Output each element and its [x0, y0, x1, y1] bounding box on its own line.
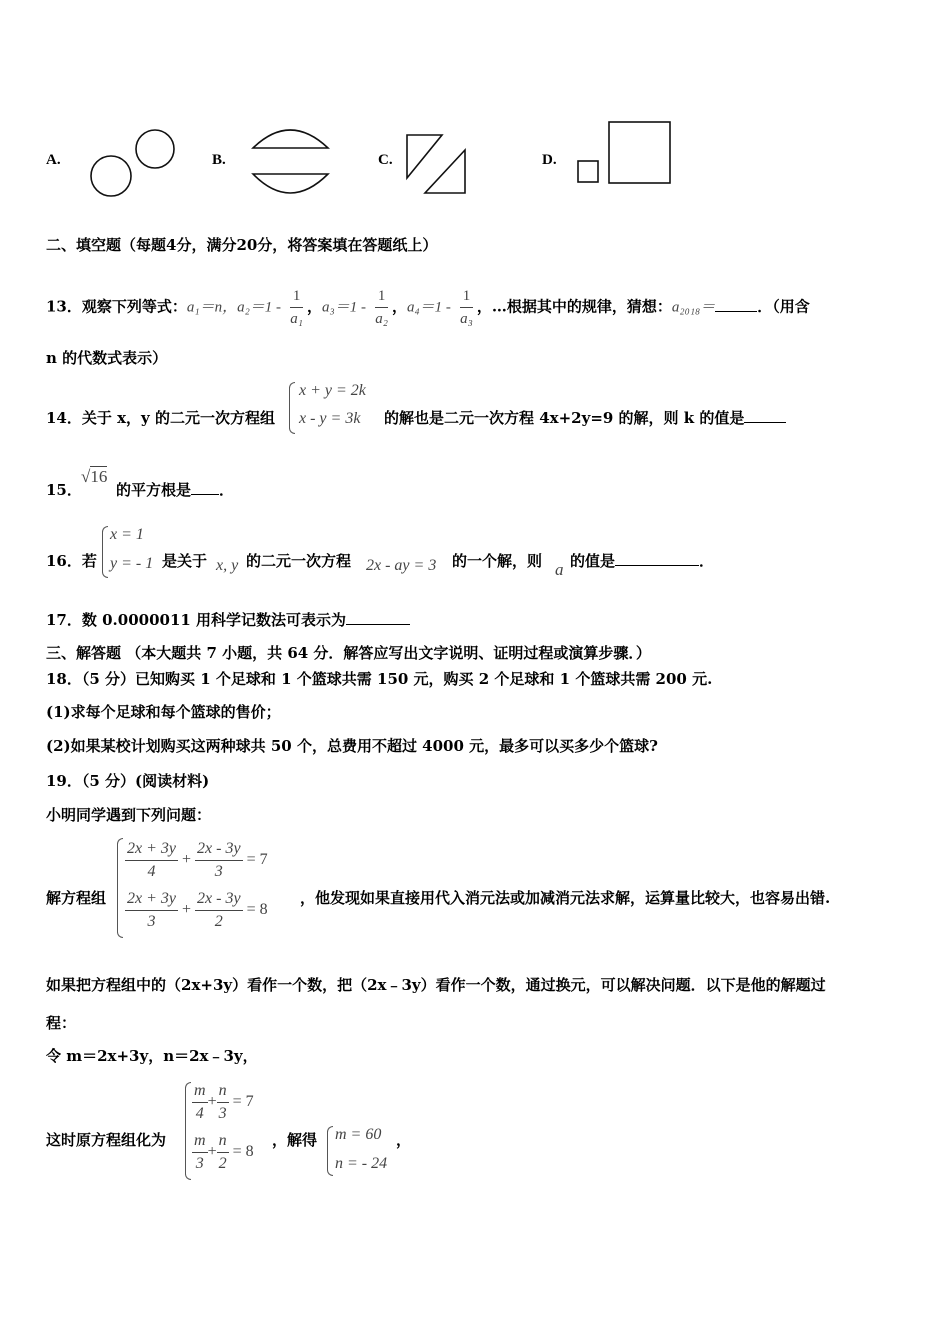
fraction [195, 888, 243, 933]
question-19-header: 19．（5 分）(阅读材料) [46, 772, 210, 790]
frac-numerator: 1 [460, 285, 473, 308]
frac-denominator: 3 [214, 863, 223, 880]
frac-numerator: 1 [375, 285, 388, 308]
q16-tail-text: 的值是 [570, 552, 616, 570]
frac-denominator: a₃ [460, 311, 473, 327]
fraction [217, 1080, 229, 1125]
equation-rhs: = 7 [232, 1093, 254, 1111]
solve-label: 解方程组 [46, 889, 107, 907]
q16-end: ． [699, 552, 715, 570]
question-15-num: 15． [46, 481, 82, 499]
fraction [125, 888, 178, 933]
section-3-title: 三、解答题 （本大题共 7 小题，共 64 分．解答应写出文字说明、证明过程或演算步骤．） [46, 644, 651, 662]
option-a-figure [85, 124, 185, 200]
q13-a4: a₄＝1 - [406, 299, 451, 316]
fraction [192, 1080, 208, 1125]
option-c-label: C. [378, 152, 393, 168]
plus-sign: + [207, 1143, 217, 1161]
q13-fraction-1 [290, 285, 303, 330]
fraction [192, 1130, 208, 1175]
lower-triangle [425, 150, 465, 193]
q16-mid-2: 的二元一次方程 [246, 552, 352, 570]
paragraph-line-2: 程： [46, 1014, 77, 1032]
q15-sqrt [81, 467, 107, 487]
q13-separator: ， [307, 297, 323, 316]
left-brace [327, 1126, 333, 1176]
upper-half-lens [253, 130, 328, 148]
system-equation-1 [125, 838, 268, 883]
answer-blank [346, 624, 410, 625]
frac-numerator: n [217, 1130, 229, 1153]
plus-sign: + [182, 901, 192, 919]
equation-rhs: = 7 [246, 851, 268, 869]
paragraph-line-1: 如果把方程组中的（2x+3y）看作一个数，把（2x﹣3y）看作一个数，通过换元，可以解决问题．以下是他的解题过 [46, 976, 826, 994]
question-14-lead: 14．关于 x，y 的二元一次方程组 [46, 409, 275, 427]
q16-var-a: a [555, 560, 564, 579]
q14-tail-text: 的解也是二元一次方程 4x+2y=9 的解，则 k 的值是 [384, 409, 745, 427]
solved-label: ，解得 [272, 1131, 318, 1149]
solve-comment: ，他发现如果直接用代入消元法或加减消元法求解，运算量比较大，也容易出错. [300, 889, 831, 907]
option-a-label: A. [46, 152, 61, 168]
plus-sign: + [182, 851, 192, 869]
frac-denominator: a₂ [375, 311, 388, 327]
system-equation-2 [125, 888, 268, 933]
sqrt-icon: √ [81, 467, 91, 486]
q16-vars: x, y [216, 557, 239, 574]
question-13-line-2: n 的代数式表示） [46, 349, 168, 367]
q13-a2018: a₂₀₁₈＝ [671, 299, 716, 316]
question-13 [46, 285, 810, 330]
fraction [125, 838, 178, 883]
frac-numerator: m [192, 1130, 208, 1153]
frac-denominator: 2 [218, 1155, 227, 1172]
frac-denominator: 4 [195, 1105, 204, 1122]
equation-rhs: = 8 [246, 901, 268, 919]
frac-numerator: 1 [290, 285, 303, 308]
q16-equation: 2x - ay = 3 [366, 557, 437, 574]
option-c-figure [403, 130, 473, 196]
section-2-title: 二、填空题（每题4分，满分20分，将答案填在答题纸上） [46, 236, 438, 254]
option-d-figure [574, 118, 676, 188]
small-square [578, 161, 598, 182]
left-brace [289, 382, 295, 434]
frac-denominator: 2 [214, 913, 223, 930]
n-value: n = - 24 [335, 1155, 388, 1172]
upper-triangle [407, 135, 442, 178]
frac-numerator: 2x + 3y [125, 888, 178, 911]
option-b-figure [248, 124, 334, 198]
frac-numerator: 2x - 3y [195, 888, 243, 911]
trailing-comma: ， [396, 1131, 412, 1149]
answer-blank [744, 422, 786, 423]
question-18: 18．（5 分）已知购买 1 个足球和 1 个篮球共需 150 元，购买 2 个足球和 1 个篮球共需 200 元. [46, 670, 713, 688]
q17-text: 17．数 0.0000011 用科学记数法可表示为 [46, 611, 347, 629]
question-18-part-1: (1)求每个足球和每个篮球的售价； [46, 703, 281, 721]
q16-equation-1: x = 1 [110, 526, 144, 543]
q13-a1: a₁＝n， [186, 299, 238, 316]
frac-numerator: 2x - 3y [195, 838, 243, 861]
q13-tail: ，…根据其中的规律，猜想： [476, 297, 672, 316]
transformed-equation-2 [192, 1130, 254, 1175]
q14-equation-1: x + y = 2k [299, 382, 366, 399]
q13-fraction-3 [460, 285, 473, 330]
frac-denominator: a₁ [290, 311, 304, 327]
q13-fraction-2 [375, 285, 388, 330]
q16-mid-1: 是关于 [162, 552, 208, 570]
question-19-intro: 小明同学遇到下列问题： [46, 806, 212, 824]
q16-mid-3: 的一个解，则 [452, 552, 543, 570]
answer-blank [615, 565, 699, 566]
fraction [195, 838, 243, 883]
large-square [609, 122, 670, 183]
question-18-part-2: (2)如果某校计划购买这两种球共 50 个，总费用不超过 4000 元，最多可以买多少个篮球? [46, 737, 658, 755]
small-circle-right [136, 130, 174, 168]
equation-rhs: = 8 [232, 1143, 254, 1161]
q13-a3: a₃＝1 - [322, 299, 366, 316]
transformed-equation-1 [192, 1080, 254, 1125]
q13-end: ．（用含 [757, 297, 810, 316]
lower-half-lens [253, 174, 328, 193]
q14-equation-2: x - y = 3k [299, 410, 361, 427]
plus-sign: + [207, 1093, 217, 1111]
question-14-tail [384, 408, 786, 428]
fraction [217, 1130, 229, 1175]
q15-tail-text: 的平方根是 [116, 481, 192, 499]
option-b-label: B. [212, 152, 226, 168]
small-circle-left [91, 156, 131, 196]
frac-numerator: n [217, 1080, 229, 1103]
option-d-label: D. [542, 152, 557, 168]
frac-denominator: 3 [147, 913, 156, 930]
question-16-lead: 16．若 [46, 552, 97, 570]
left-brace [117, 838, 123, 938]
frac-numerator: 2x + 3y [125, 838, 178, 861]
frac-denominator: 3 [195, 1155, 204, 1172]
q13-a2: a₂＝1 - [237, 299, 282, 316]
question-17 [46, 610, 410, 630]
q15-radicand: 16 [90, 467, 108, 486]
frac-denominator: 3 [218, 1105, 227, 1122]
frac-denominator: 4 [147, 863, 156, 880]
frac-numerator: m [192, 1080, 208, 1103]
answer-blank [715, 311, 757, 312]
left-brace [102, 526, 108, 578]
question-15-tail [116, 480, 234, 500]
answer-blank [191, 494, 219, 495]
q13-separator: ， [391, 297, 407, 316]
q13-lead: 13．观察下列等式： [46, 297, 187, 316]
substitution: 令 m＝2x+3y，n＝2x﹣3y， [46, 1047, 258, 1065]
m-value: m = 60 [335, 1126, 382, 1143]
q15-end: ． [219, 481, 235, 499]
left-brace [185, 1082, 191, 1180]
transform-label: 这时原方程组化为 [46, 1131, 167, 1149]
question-16-tail [570, 551, 714, 571]
q16-equation-2: y = - 1 [110, 555, 154, 572]
